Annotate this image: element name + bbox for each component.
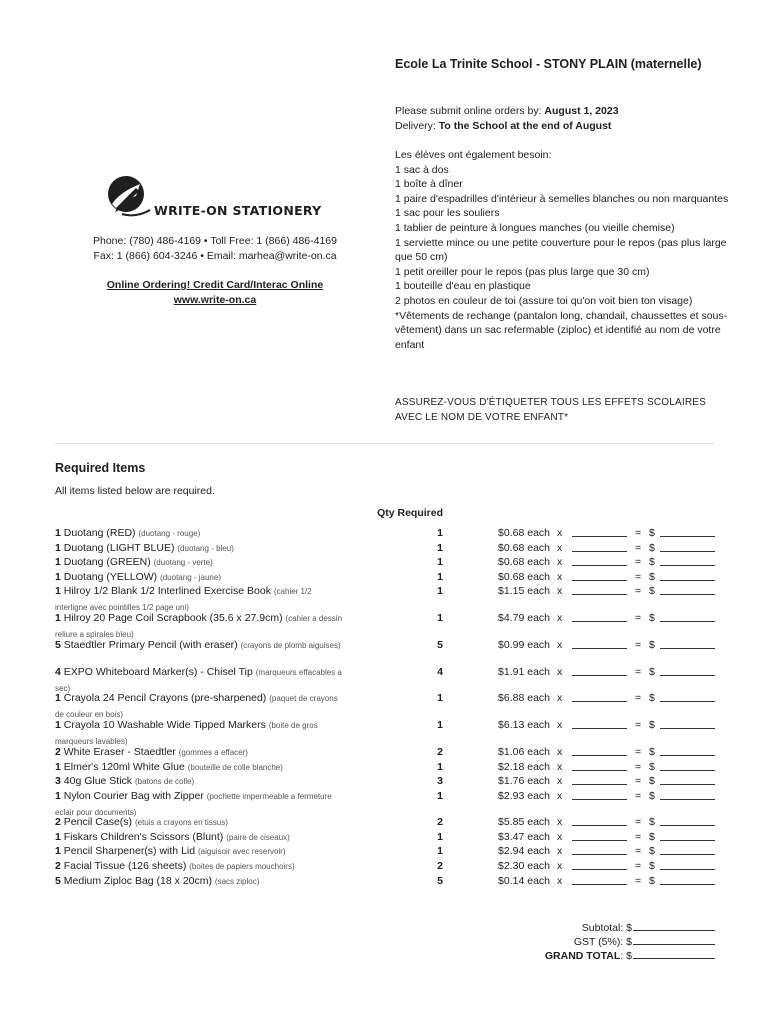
item-french-name: (boites de papiers mouchoirs) (189, 862, 295, 871)
item-description (55, 844, 345, 860)
item-qty: 1 (437, 831, 443, 843)
line-total-input-line[interactable] (660, 859, 715, 870)
school-title: Ecole La Trinite School - STONY PLAIN (maternelle) (395, 57, 702, 71)
line-total-input-line[interactable] (660, 830, 715, 841)
item-name: Duotang (RED) (63, 527, 136, 539)
gst-label: GST (5%): $ (573, 936, 632, 948)
equals-sign: = (635, 875, 642, 887)
times-sign: x (557, 816, 563, 828)
item-count: 5 (55, 639, 61, 651)
line-total-input-line[interactable] (660, 718, 715, 729)
line-total-input-line[interactable] (660, 526, 715, 537)
equals-sign: = (635, 860, 642, 872)
quantity-input-line[interactable] (572, 830, 627, 841)
grand-total-row (460, 948, 715, 964)
item-name: Duotang (YELLOW) (63, 571, 158, 583)
quantity-input-line[interactable] (572, 665, 627, 676)
required-items-subtitle: All items listed below are required. (55, 485, 215, 497)
item-french-name: (boite de gros marqueurs lavables) (55, 721, 318, 746)
item-french-name: (marqueurs effacables a sec) (55, 668, 342, 693)
needs-item: 1 boîte à dîner (395, 178, 463, 191)
times-sign: x (557, 556, 563, 568)
item-price: $0.68 each (498, 571, 550, 583)
item-price: $6.13 each (498, 719, 550, 731)
grand-total-label: GRAND TOTAL (544, 950, 621, 962)
times-sign: x (557, 875, 563, 887)
item-price: $0.99 each (498, 639, 550, 651)
item-name: Crayola 24 Pencil Crayons (pre-sharpened) (63, 692, 267, 704)
item-price: $2.18 each (498, 761, 550, 773)
delivery-label: Delivery: (395, 120, 439, 132)
quantity-input-line[interactable] (572, 611, 627, 622)
line-total-input-line[interactable] (660, 789, 715, 800)
equals-sign: = (635, 816, 642, 828)
item-name: Hilroy 20 Page Coil Scrapbook (35.6 x 27.9cm) (63, 612, 283, 624)
item-name: Duotang (LIGHT BLUE) (63, 542, 175, 554)
line-total-input-line[interactable] (660, 691, 715, 702)
dollar-sign: $ (649, 845, 655, 857)
item-name: EXPO Whiteboard Marker(s) - Chisel Tip (63, 666, 253, 678)
dollar-sign: $ (649, 556, 655, 568)
item-french-name: (duotang - verte) (153, 558, 213, 567)
item-count: 1 (55, 761, 61, 773)
line-total-input-line[interactable] (660, 760, 715, 771)
needs-item: 1 paire d'espadrilles d'intérieur à semelles blanches ou non marquantes (395, 192, 729, 205)
item-price: $1.06 each (498, 746, 550, 758)
times-sign: x (557, 746, 563, 758)
item-description (55, 874, 345, 890)
item-name: Duotang (GREEN) (63, 556, 151, 568)
additional-needs-list (395, 148, 730, 352)
line-total-input-line[interactable] (660, 815, 715, 826)
quantity-input-line[interactable] (572, 584, 627, 595)
equals-sign: = (635, 571, 642, 583)
item-price: $4.79 each (498, 612, 550, 624)
dollar-sign: $ (649, 761, 655, 773)
dollar-sign: $ (649, 860, 655, 872)
item-french-name: (duotang - bleu) (177, 544, 234, 553)
item-name: Elmer's 120ml White Glue (63, 761, 185, 773)
quantity-input-line[interactable] (572, 859, 627, 870)
item-french-name: (aiguisoir avec reservoir) (198, 847, 286, 856)
item-name: 40g Glue Stick (63, 775, 133, 787)
item-price: $0.68 each (498, 542, 550, 554)
item-qty: 1 (437, 527, 443, 539)
ordering-link[interactable]: Online Ordering! Credit Card/Interac Online (106, 279, 324, 291)
line-total-input-line[interactable] (660, 638, 715, 649)
dollar-sign: $ (649, 612, 655, 624)
item-price: $5.85 each (498, 816, 550, 828)
quantity-input-line[interactable] (572, 815, 627, 826)
grand-total-field[interactable] (633, 948, 715, 959)
vendor-contact (40, 234, 390, 264)
item-qty: 1 (437, 612, 443, 624)
needs-intro: Les élèves ont également besoin: (395, 149, 552, 161)
quantity-input-line[interactable] (572, 874, 627, 885)
item-price: $2.30 each (498, 860, 550, 872)
item-count: 2 (55, 746, 61, 758)
equals-sign: = (635, 542, 642, 554)
pencil-logo-icon (106, 174, 154, 222)
times-sign: x (557, 639, 563, 651)
line-total-input-line[interactable] (660, 584, 715, 595)
times-sign: x (557, 790, 563, 802)
dollar-sign: $ (649, 831, 655, 843)
subtotal-field[interactable] (633, 920, 715, 931)
times-sign: x (557, 571, 563, 583)
item-french-name: (paire de ciseaux) (226, 833, 290, 842)
item-french-name: (duotang - jaune) (160, 573, 221, 582)
labeling-notice: ASSUREZ-VOUS D'ÉTIQUETER TOUS LES EFFETS SCOLAIRES AVEC LE NOM DE VOTRE ENFANT* (395, 397, 707, 423)
item-qty: 1 (437, 556, 443, 568)
item-french-name: (pochette impermeable a fermeture eclair pour documents) (55, 792, 332, 817)
item-name: Nylon Courier Bag with Zipper (63, 790, 204, 802)
item-name: Staedtler Primary Pencil (with eraser) (63, 639, 238, 651)
item-qty: 5 (437, 875, 443, 887)
item-count: 1 (55, 542, 61, 554)
needs-item: 1 bouteille d'eau en plastique (395, 280, 531, 293)
equals-sign: = (635, 612, 642, 624)
subtotal-label: Subtotal: $ (581, 922, 632, 934)
dollar-sign: $ (649, 719, 655, 731)
delivery-value: To the School at the end of August (438, 120, 612, 132)
needs-item: 1 sac pour les souliers (395, 207, 500, 220)
item-name: Facial Tissue (126 sheets) (63, 860, 187, 872)
quantity-input-line[interactable] (572, 638, 627, 649)
dollar-sign: $ (649, 639, 655, 651)
item-qty: 1 (437, 719, 443, 731)
item-count: 1 (55, 790, 61, 802)
times-sign: x (557, 860, 563, 872)
item-description (55, 745, 345, 761)
item-french-name: (crayons de plomb aiguises) (240, 641, 341, 650)
needs-item: *Vêtements de rechange (pantalon long, chandail, chaussettes et sous-vêtement) dans un sac refermable (ziploc) et identifié au nom de votre enfant (395, 309, 728, 351)
times-sign: x (557, 719, 563, 731)
quantity-input-line[interactable] (572, 774, 627, 785)
item-description (55, 555, 345, 571)
equals-sign: = (635, 719, 642, 731)
item-price: $3.47 each (498, 831, 550, 843)
equals-sign: = (635, 692, 642, 704)
item-qty: 1 (437, 692, 443, 704)
times-sign: x (557, 761, 563, 773)
item-count: 2 (55, 860, 61, 872)
dollar-sign: $ (649, 790, 655, 802)
item-qty: 1 (437, 585, 443, 597)
website-link[interactable]: www.write-on.ca (173, 293, 257, 306)
item-french-name: (duotang - rouge) (138, 529, 201, 538)
times-sign: x (557, 775, 563, 787)
quantity-input-line[interactable] (572, 555, 627, 566)
fax-line: Fax: 1 (866) 604-3246 • Email: marhea@write-on.ca (93, 250, 337, 262)
dollar-sign: $ (649, 571, 655, 583)
line-total-input-line[interactable] (660, 745, 715, 756)
item-count: 1 (55, 719, 61, 731)
item-name: Pencil Sharpener(s) with Lid (63, 845, 196, 857)
item-description (55, 638, 345, 654)
item-description (55, 526, 345, 542)
item-french-name: (paquet de crayons de couleur en bois) (55, 694, 338, 719)
item-qty: 1 (437, 845, 443, 857)
item-qty: 1 (437, 761, 443, 773)
quantity-input-line[interactable] (572, 718, 627, 729)
item-qty: 1 (437, 542, 443, 554)
needs-item: 1 tablier de peinture à longues manches (ou vieille chemise) (395, 221, 675, 234)
submit-label: Please submit online orders by: (395, 105, 545, 117)
line-total-input-line[interactable] (660, 774, 715, 785)
line-total-input-line[interactable] (660, 570, 715, 581)
item-name: Crayola 10 Washable Wide Tipped Markers (63, 719, 266, 731)
quantity-input-line[interactable] (572, 541, 627, 552)
phone-line: Phone: (780) 486-4169 • Toll Free: 1 (866) 486-4169 (93, 235, 337, 247)
dollar-sign: $ (649, 816, 655, 828)
line-total-input-line[interactable] (660, 665, 715, 676)
times-sign: x (557, 612, 563, 624)
brand-name: WRITE-ON STATIONERY (154, 203, 322, 218)
line-total-input-line[interactable] (660, 555, 715, 566)
equals-sign: = (635, 556, 642, 568)
item-count: 2 (55, 816, 61, 828)
times-sign: x (557, 666, 563, 678)
item-french-name: (cahier a dessin reliure a spirales bleu) (55, 614, 343, 639)
item-french-name: (sacs ziploc) (214, 877, 260, 886)
needs-item: 1 petit oreiller pour le repos (pas plus large que 30 cm) (395, 265, 650, 278)
item-french-name: (bouteille de colle blanche) (187, 763, 283, 772)
line-total-input-line[interactable] (660, 611, 715, 622)
item-price: $6.88 each (498, 692, 550, 704)
item-price: $0.14 each (498, 875, 550, 887)
dollar-sign: $ (649, 875, 655, 887)
equals-sign: = (635, 790, 642, 802)
equals-sign: = (635, 639, 642, 651)
times-sign: x (557, 527, 563, 539)
equals-sign: = (635, 775, 642, 787)
quantity-input-line[interactable] (572, 760, 627, 771)
item-price: $2.93 each (498, 790, 550, 802)
item-name: Hilroy 1/2 Blank 1/2 Interlined Exercise Book (63, 585, 271, 597)
equals-sign: = (635, 527, 642, 539)
equals-sign: = (635, 761, 642, 773)
quantity-input-line[interactable] (572, 570, 627, 581)
times-sign: x (557, 845, 563, 857)
quantity-input-line[interactable] (572, 691, 627, 702)
line-total-input-line[interactable] (660, 541, 715, 552)
qty-required-header: Qty Required (377, 507, 443, 519)
item-price: $1.91 each (498, 666, 550, 678)
online-ordering (40, 278, 390, 307)
equals-sign: = (635, 746, 642, 758)
quantity-input-line[interactable] (572, 526, 627, 537)
dollar-sign: $ (649, 775, 655, 787)
item-count: 1 (55, 585, 61, 597)
item-qty: 2 (437, 746, 443, 758)
item-count: 1 (55, 845, 61, 857)
item-french-name: (etuis a crayons en tissus) (134, 818, 228, 827)
needs-item: 2 photos en couleur de toi (assure toi qu'on voit bien ton visage) (395, 294, 693, 307)
item-price: $1.76 each (498, 775, 550, 787)
gst-field[interactable] (633, 934, 715, 945)
required-items-title: Required Items (55, 461, 146, 475)
item-count: 1 (55, 556, 61, 568)
equals-sign: = (635, 585, 642, 597)
equals-sign: = (635, 831, 642, 843)
item-french-name: (cahier 1/2 interligne avec pointilles 1/2 page uni) (55, 587, 312, 612)
item-qty: 2 (437, 860, 443, 872)
quantity-input-line[interactable] (572, 789, 627, 800)
line-total-input-line[interactable] (660, 874, 715, 885)
item-description (55, 859, 345, 875)
dollar-sign: $ (649, 666, 655, 678)
item-qty: 1 (437, 571, 443, 583)
item-qty: 3 (437, 775, 443, 787)
item-qty: 2 (437, 816, 443, 828)
item-price: $1.15 each (498, 585, 550, 597)
dollar-sign: $ (649, 542, 655, 554)
item-count: 5 (55, 875, 61, 887)
times-sign: x (557, 692, 563, 704)
item-count: 1 (55, 571, 61, 583)
item-name: Pencil Case(s) (63, 816, 133, 828)
item-price: $0.68 each (498, 527, 550, 539)
item-price: $0.68 each (498, 556, 550, 568)
section-divider (55, 443, 715, 444)
dollar-sign: $ (649, 692, 655, 704)
equals-sign: = (635, 845, 642, 857)
quantity-input-line[interactable] (572, 745, 627, 756)
needs-item: 1 serviette mince ou une petite couverture pour le repos (pas plus large que 50 cm) (395, 236, 727, 264)
item-count: 1 (55, 692, 61, 704)
item-count: 1 (55, 831, 61, 843)
item-name: White Eraser - Staedtler (63, 746, 176, 758)
item-price: $2.94 each (498, 845, 550, 857)
dollar-sign: $ (649, 746, 655, 758)
submit-date: August 1, 2023 (544, 105, 619, 117)
item-count: 4 (55, 666, 61, 678)
needs-item: 1 sac à dos (395, 163, 449, 176)
times-sign: x (557, 585, 563, 597)
equals-sign: = (635, 666, 642, 678)
item-qty: 1 (437, 790, 443, 802)
item-name: Fiskars Children's Scissors (Blunt) (63, 831, 224, 843)
item-french-name: (batons de colle) (134, 777, 195, 786)
line-total-input-line[interactable] (660, 844, 715, 855)
item-qty: 4 (437, 666, 443, 678)
item-count: 3 (55, 775, 61, 787)
order-deadline (395, 104, 735, 134)
times-sign: x (557, 542, 563, 554)
item-count: 1 (55, 612, 61, 624)
item-qty: 5 (437, 639, 443, 651)
item-description (55, 815, 345, 831)
item-french-name: (gommes a effacer) (178, 748, 248, 757)
write-on-logo (104, 172, 329, 228)
grand-total-suffix: : $ (620, 950, 632, 962)
item-name: Medium Ziploc Bag (18 x 20cm) (63, 875, 212, 887)
item-count: 1 (55, 527, 61, 539)
quantity-input-line[interactable] (572, 844, 627, 855)
times-sign: x (557, 831, 563, 843)
dollar-sign: $ (649, 527, 655, 539)
item-description (55, 774, 345, 790)
dollar-sign: $ (649, 585, 655, 597)
